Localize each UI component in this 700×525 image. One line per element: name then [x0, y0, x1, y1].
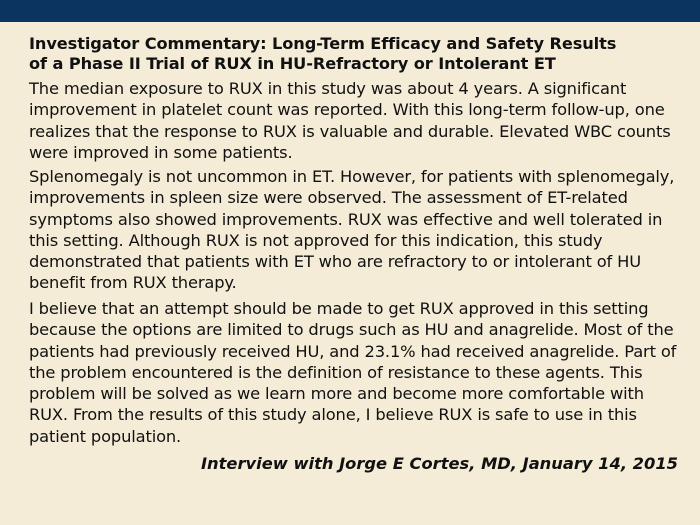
slide-title-line-1: Investigator Commentary: Long-Term Efficacy and Safety Results — [29, 34, 617, 53]
header-bar — [0, 0, 700, 22]
commentary-paragraph-1: The median exposure to RUX in this study was about 4 years. A significant improvement in platelet count was reported. With this long-term follow-up, one realizes that the response to RUX is valuable and durable. Elevated WBC counts were improved in some patients. — [29, 79, 671, 162]
commentary-paragraph-3: I believe that an attempt should be made to get RUX approved in this setting because the options are limited to drugs such as HU and anagrelide. Most of the patients had previously received HU, and 23.1% had received anagrelide. Part of the problem encountered is the definition of resistance to these agents. This problem will be solved as we learn more and become more comfortable with RUX. From the results of this study alone, I believe RUX is safe to use in this patient population. — [29, 299, 677, 446]
slide-title-line-2: of a Phase II Trial of RUX in HU-Refractory or Intolerant ET — [29, 54, 556, 73]
interview-attribution: Interview with Jorge E Cortes, MD, January 14, 2015 — [201, 454, 678, 473]
commentary-paragraph-2: Splenomegaly is not uncommon in ET. However, for patients with splenomegaly, improvements in spleen size were observed. The assessment of ET-related symptoms also showed improvements. RUX was effective and well tolerated in this setting. Although RUX is not approved for this indication, this study demonstrated that patients with ET who are refractory to or intolerant of HU benefit from RUX therapy. — [29, 167, 675, 293]
slide-title — [29, 34, 679, 74]
